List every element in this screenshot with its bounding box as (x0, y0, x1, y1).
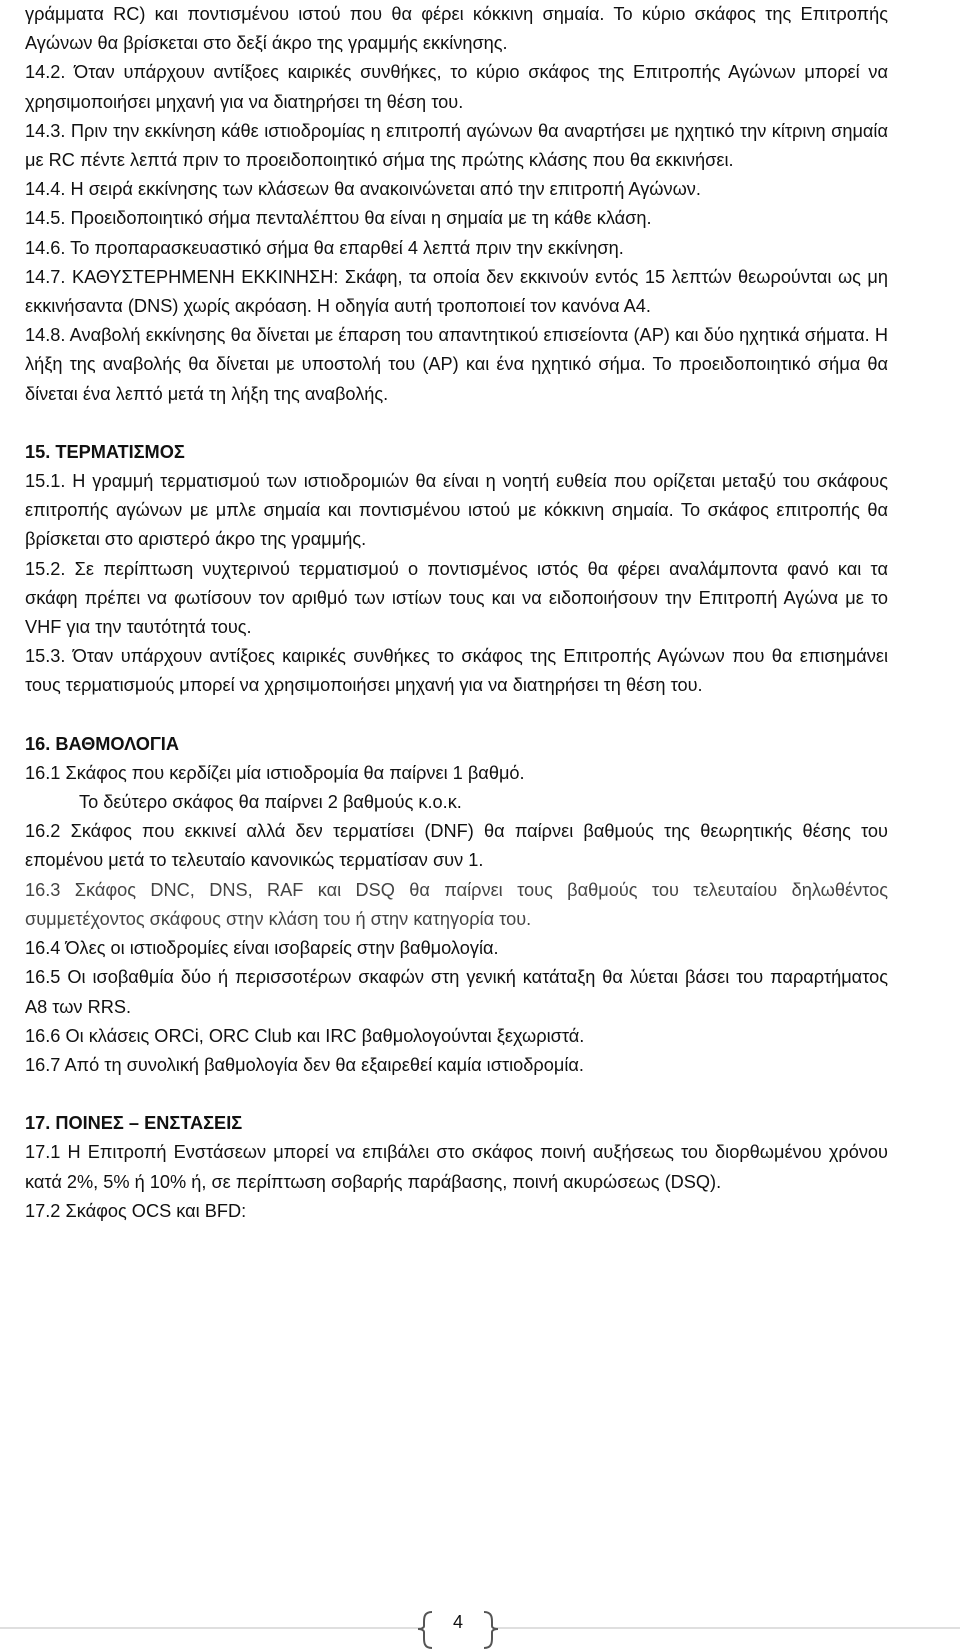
paragraph-14-3: 14.3. Πριν την εκκίνηση κάθε ιστιοδρομίας η επιτροπή αγώνων θα αναρτήσει με ηχητικό την κίτρινη σημαία με RC πέντε λεπτά πριν το προειδοποιητικό σήμα της πρώτης κλάσης που θα εκκινήσει. (25, 120, 888, 171)
section-17-heading: 17. ΠΟΙΝΕΣ – ΕΝΣΤΑΣΕΙΣ (25, 1113, 243, 1134)
paragraph-16-2: 16.2 Σκάφος που εκκινεί αλλά δεν τερματίσει (DNF) θα παίρνει βαθμούς της θεωρητικής θέσης του επομένου μετά το τελευταίο κανονικώς τερματίσαν συν 1. (25, 821, 888, 871)
paragraph-15-3: 15.3. Όταν υπάρχουν αντίξοες καιρικές συνθήκες το σκάφος της Επιτροπής Αγώνων που θα επισημάνει τους τερματισμούς μπορεί να χρησιμοποιήσει μηχανή για να διατηρήσει τη θέση του. (25, 646, 888, 696)
paragraph-16-4: 16.4 Όλες οι ιστιοδρομίες είναι ισοβαρείς στην βαθμολογία. (25, 938, 499, 959)
section-15-heading: 15. ΤΕΡΜΑΤΙΣΜΟΣ (25, 441, 185, 462)
paragraph-16-5: 16.5 Οι ισοβαθμία δύο ή περισσοτέρων σκαφών στη γενική κατάταξη θα λύεται βάσει του παραρτήματος Α8 των RRS. (25, 967, 888, 1017)
document-page (25, 0, 888, 1226)
paragraph-14-8: 14.8. Αναβολή εκκίνησης θα δίνεται με έπαρση του απαντητικού επισείοντα (AP) και δύο ηχητικά σήματα. Η λήξη της αναβολής θα δίνεται με υποστολή του (AP) και ένα ηχητικό σήμα. Το προειδοποιητικό σήμα θα δίνεται ένα λεπτό μετά τη λήξη της αναβολής. (25, 325, 888, 404)
paragraph-15-2: 15.2. Σε περίπτωση νυχτερινού τερματισμού ο ποντισμένος ιστός θα φέρει αναλάμποντα φανό και τα σκάφη πρέπει να φωτίσουν τον αριθμό των ιστίων τους και να ειδοποιήσουν την Επιτροπή Αγώνα με το VHF για την ταυτότητά τους. (25, 558, 888, 638)
paragraph-14-1-continued: γράμματα RC) και ποντισμένου ιστού που θα φέρει κόκκινη σημαία. Το κύριο σκάφος της Επιτροπής Αγώνων θα βρίσκεται στο δεξί άκρο της γραμμής εκκίνησης. (25, 4, 888, 54)
paragraph-14-4: 14.4. Η σειρά εκκίνησης των κλάσεων θα ανακοινώνεται από την επιτροπή Αγώνων. (25, 179, 701, 200)
page-number: 4 (452, 1612, 463, 1632)
page-number-bracket-icon (0, 1610, 960, 1651)
paragraph-14-7: 14.7. ΚΑΘΥΣΤΕΡΗΜΕΝΗ ΕΚΚΙΝΗΣΗ: Σκάφη, τα οποία δεν εκκινούν εντός 15 λεπτών θεωρούνται ως μη εκκινήσαντα (DNS) χωρίς ακρόαση. Η οδηγία αυτή τροποποιεί τον κανόνα Α4. (25, 266, 888, 317)
paragraph-16-1: 16.1 Σκάφος που κερδίζει μία ιστιοδρομία θα παίρνει 1 βαθμό. (25, 762, 525, 783)
page-footer (0, 1610, 960, 1651)
paragraph-14-2: 14.2. Όταν υπάρχουν αντίξοες καιρικές συνθήκες, το κύριο σκάφος της Επιτροπής Αγώνων μπορεί να χρησιμοποιήσει μηχανή για να διατηρήσει τη θέση του. (25, 62, 888, 112)
paragraph-16-3: 16.3 Σκάφος DNC, DNS, RAF και DSQ θα παίρνει τους βαθμούς του τελευταίου δηλωθέντος συμμετέχοντος σκάφους στην κλάση του ή στην κατηγορία του. (25, 879, 888, 929)
paragraph-15-1: 15.1. Η γραμμή τερματισμού των ιστιοδρομιών θα είναι η νοητή ευθεία που ορίζεται μεταξύ του σκάφους επιτροπής αγώνων με μπλε σημαία και ποντισμένου ιστού με κόκκινη σημαία. Το σκάφος επιτροπής θα βρίσκεται στο αριστερό άκρο της γραμμής. (25, 471, 888, 550)
paragraph-16-6: 16.6 Οι κλάσεις ORCi, ORC Club και IRC βαθμολογούνται ξεχωριστά. (25, 1025, 585, 1046)
paragraph-16-7: 16.7 Από τη συνολική βαθμολογία δεν θα εξαιρεθεί καμία ιστιοδρομία. (25, 1054, 584, 1075)
paragraph-17-1: 17.1 Η Επιτροπή Ενστάσεων μπορεί να επιβάλει στο σκάφος ποινή αυξήσεως του διορθωμένου χρόνου κατά 2%, 5% ή 10% ή, σε περίπτωση σοβαρής παράβασης, ποινή ακυρώσεως (DSQ). (25, 1142, 888, 1192)
paragraph-14-6: 14.6. Το προπαρασκευαστικό σήμα θα επαρθεί 4 λεπτά πριν την εκκίνηση. (25, 237, 624, 258)
paragraph-17-2: 17.2 Σκάφος OCS και BFD: (25, 1200, 247, 1221)
section-16-heading: 16. ΒΑΘΜΟΛΟΓΙΑ (25, 733, 179, 754)
paragraph-14-5: 14.5. Προειδοποιητικό σήμα πενταλέπτου θα είναι η σημαία με τη κάθε κλάση. (25, 208, 652, 229)
paragraph-16-1-second: Το δεύτερο σκάφος θα παίρνει 2 βαθμούς κ.ο.κ. (79, 792, 462, 813)
